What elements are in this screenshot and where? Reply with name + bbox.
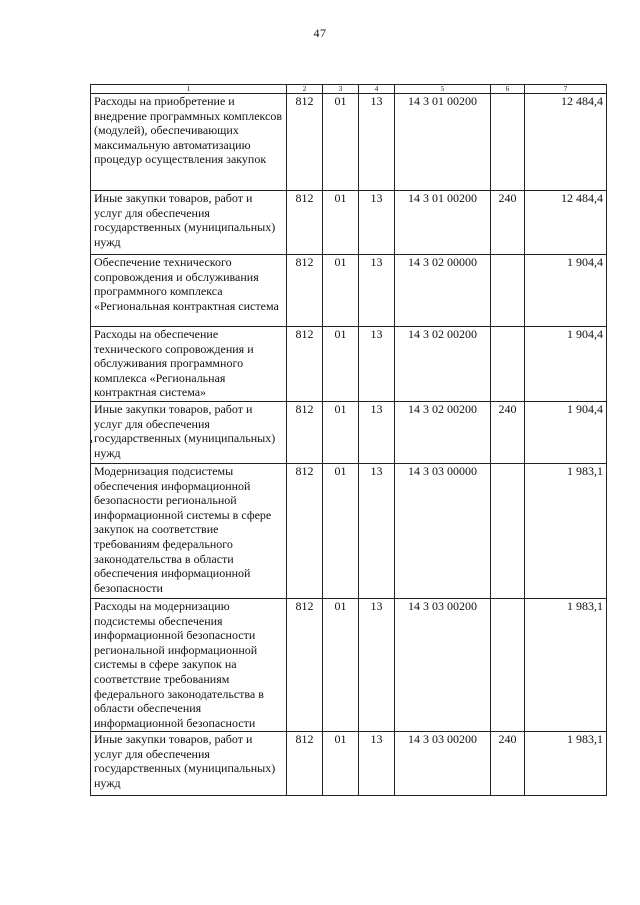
row-subsection-code: 13 bbox=[359, 464, 395, 599]
row-target-code: 14 3 03 00000 bbox=[395, 464, 491, 599]
table-row bbox=[91, 599, 607, 732]
table-row bbox=[91, 464, 607, 599]
row-amount: 1 904,4 bbox=[525, 402, 607, 464]
row-section-code: 01 bbox=[323, 255, 359, 327]
row-target-code: 14 3 02 00200 bbox=[395, 327, 491, 402]
col-header-7: 7 bbox=[525, 85, 607, 94]
row-section-code: 01 bbox=[323, 464, 359, 599]
row-amount: 1 983,1 bbox=[525, 732, 607, 796]
row-expense-type bbox=[491, 464, 525, 599]
row-subsection-code: 13 bbox=[359, 255, 395, 327]
row-ministry-code: 812 bbox=[287, 464, 323, 599]
col-header-2: 2 bbox=[287, 85, 323, 94]
row-section-code: 01 bbox=[323, 732, 359, 796]
col-header-3: 3 bbox=[323, 85, 359, 94]
row-target-code: 14 3 01 00200 bbox=[395, 191, 491, 255]
table-row bbox=[91, 191, 607, 255]
row-expense-type: 240 bbox=[491, 402, 525, 464]
row-subsection-code: 13 bbox=[359, 599, 395, 732]
row-target-code: 14 3 03 00200 bbox=[395, 732, 491, 796]
header-row bbox=[91, 85, 607, 94]
row-subsection-code: 13 bbox=[359, 191, 395, 255]
row-section-code: 01 bbox=[323, 191, 359, 255]
row-amount: 1 983,1 bbox=[525, 599, 607, 732]
row-expense-type: 240 bbox=[491, 191, 525, 255]
row-section-code: 01 bbox=[323, 599, 359, 732]
table-row bbox=[91, 255, 607, 327]
row-expense-type bbox=[491, 327, 525, 402]
row-ministry-code: 812 bbox=[287, 402, 323, 464]
row-target-code: 14 3 01 00200 bbox=[395, 94, 491, 191]
row-amount: 1 983,1 bbox=[525, 464, 607, 599]
col-header-6: 6 bbox=[491, 85, 525, 94]
row-name: Расходы на приобретение и внедрение программных комплексов (модулей), обеспечивающих максимальную автоматизацию процедур осуществления закупок bbox=[91, 94, 287, 191]
scan-mark bbox=[90, 440, 92, 443]
row-amount: 1 904,4 bbox=[525, 255, 607, 327]
row-name: Расходы на модернизацию подсистемы обеспечения информационной безопасности региональной информационной системы в сфере закупок на соответствие требованиям федерального законодательства в области обеспечения информационной безопасности bbox=[91, 599, 287, 732]
row-ministry-code: 812 bbox=[287, 732, 323, 796]
row-amount: 12 484,4 bbox=[525, 94, 607, 191]
row-section-code: 01 bbox=[323, 402, 359, 464]
row-subsection-code: 13 bbox=[359, 327, 395, 402]
table-row bbox=[91, 94, 607, 191]
table-row bbox=[91, 732, 607, 796]
row-ministry-code: 812 bbox=[287, 255, 323, 327]
row-section-code: 01 bbox=[323, 327, 359, 402]
row-ministry-code: 812 bbox=[287, 191, 323, 255]
row-subsection-code: 13 bbox=[359, 94, 395, 191]
page-number: 47 bbox=[313, 26, 327, 40]
row-subsection-code: 13 bbox=[359, 402, 395, 464]
row-target-code: 14 3 02 00000 bbox=[395, 255, 491, 327]
row-ministry-code: 812 bbox=[287, 599, 323, 732]
row-name: Расходы на обеспечение технического сопровождения и обслуживания программного комплекса «Региональная контрактная система» bbox=[91, 327, 287, 402]
row-name: Иные закупки товаров, работ и услуг для обеспечения государственных (муниципальных) нужд bbox=[91, 732, 287, 796]
row-subsection-code: 13 bbox=[359, 732, 395, 796]
row-expense-type bbox=[491, 94, 525, 191]
row-name: Модернизация подсистемы обеспечения информационной безопасности региональной информационной системы в сфере закупок на соответствие требованиям федерального законодательства в области обеспечения информационной безопасности bbox=[91, 464, 287, 599]
row-name: Обеспечение технического сопровождения и обслуживания программного комплекса «Региональная контрактная система bbox=[91, 255, 287, 327]
col-header-4: 4 bbox=[359, 85, 395, 94]
row-section-code: 01 bbox=[323, 94, 359, 191]
table-row bbox=[91, 327, 607, 402]
row-expense-type bbox=[491, 599, 525, 732]
row-name: Иные закупки товаров, работ и услуг для обеспечения государственных (муниципальных) нужд bbox=[91, 402, 287, 464]
row-expense-type bbox=[491, 255, 525, 327]
row-amount: 12 484,4 bbox=[525, 191, 607, 255]
row-name: Иные закупки товаров, работ и услуг для обеспечения государственных (муниципальных) нужд bbox=[91, 191, 287, 255]
row-target-code: 14 3 03 00200 bbox=[395, 599, 491, 732]
budget-table bbox=[90, 84, 607, 796]
row-ministry-code: 812 bbox=[287, 327, 323, 402]
row-expense-type: 240 bbox=[491, 732, 525, 796]
table-row bbox=[91, 402, 607, 464]
row-ministry-code: 812 bbox=[287, 94, 323, 191]
row-amount: 1 904,4 bbox=[525, 327, 607, 402]
col-header-5: 5 bbox=[395, 85, 491, 94]
row-target-code: 14 3 02 00200 bbox=[395, 402, 491, 464]
col-header-1: 1 bbox=[91, 85, 287, 94]
